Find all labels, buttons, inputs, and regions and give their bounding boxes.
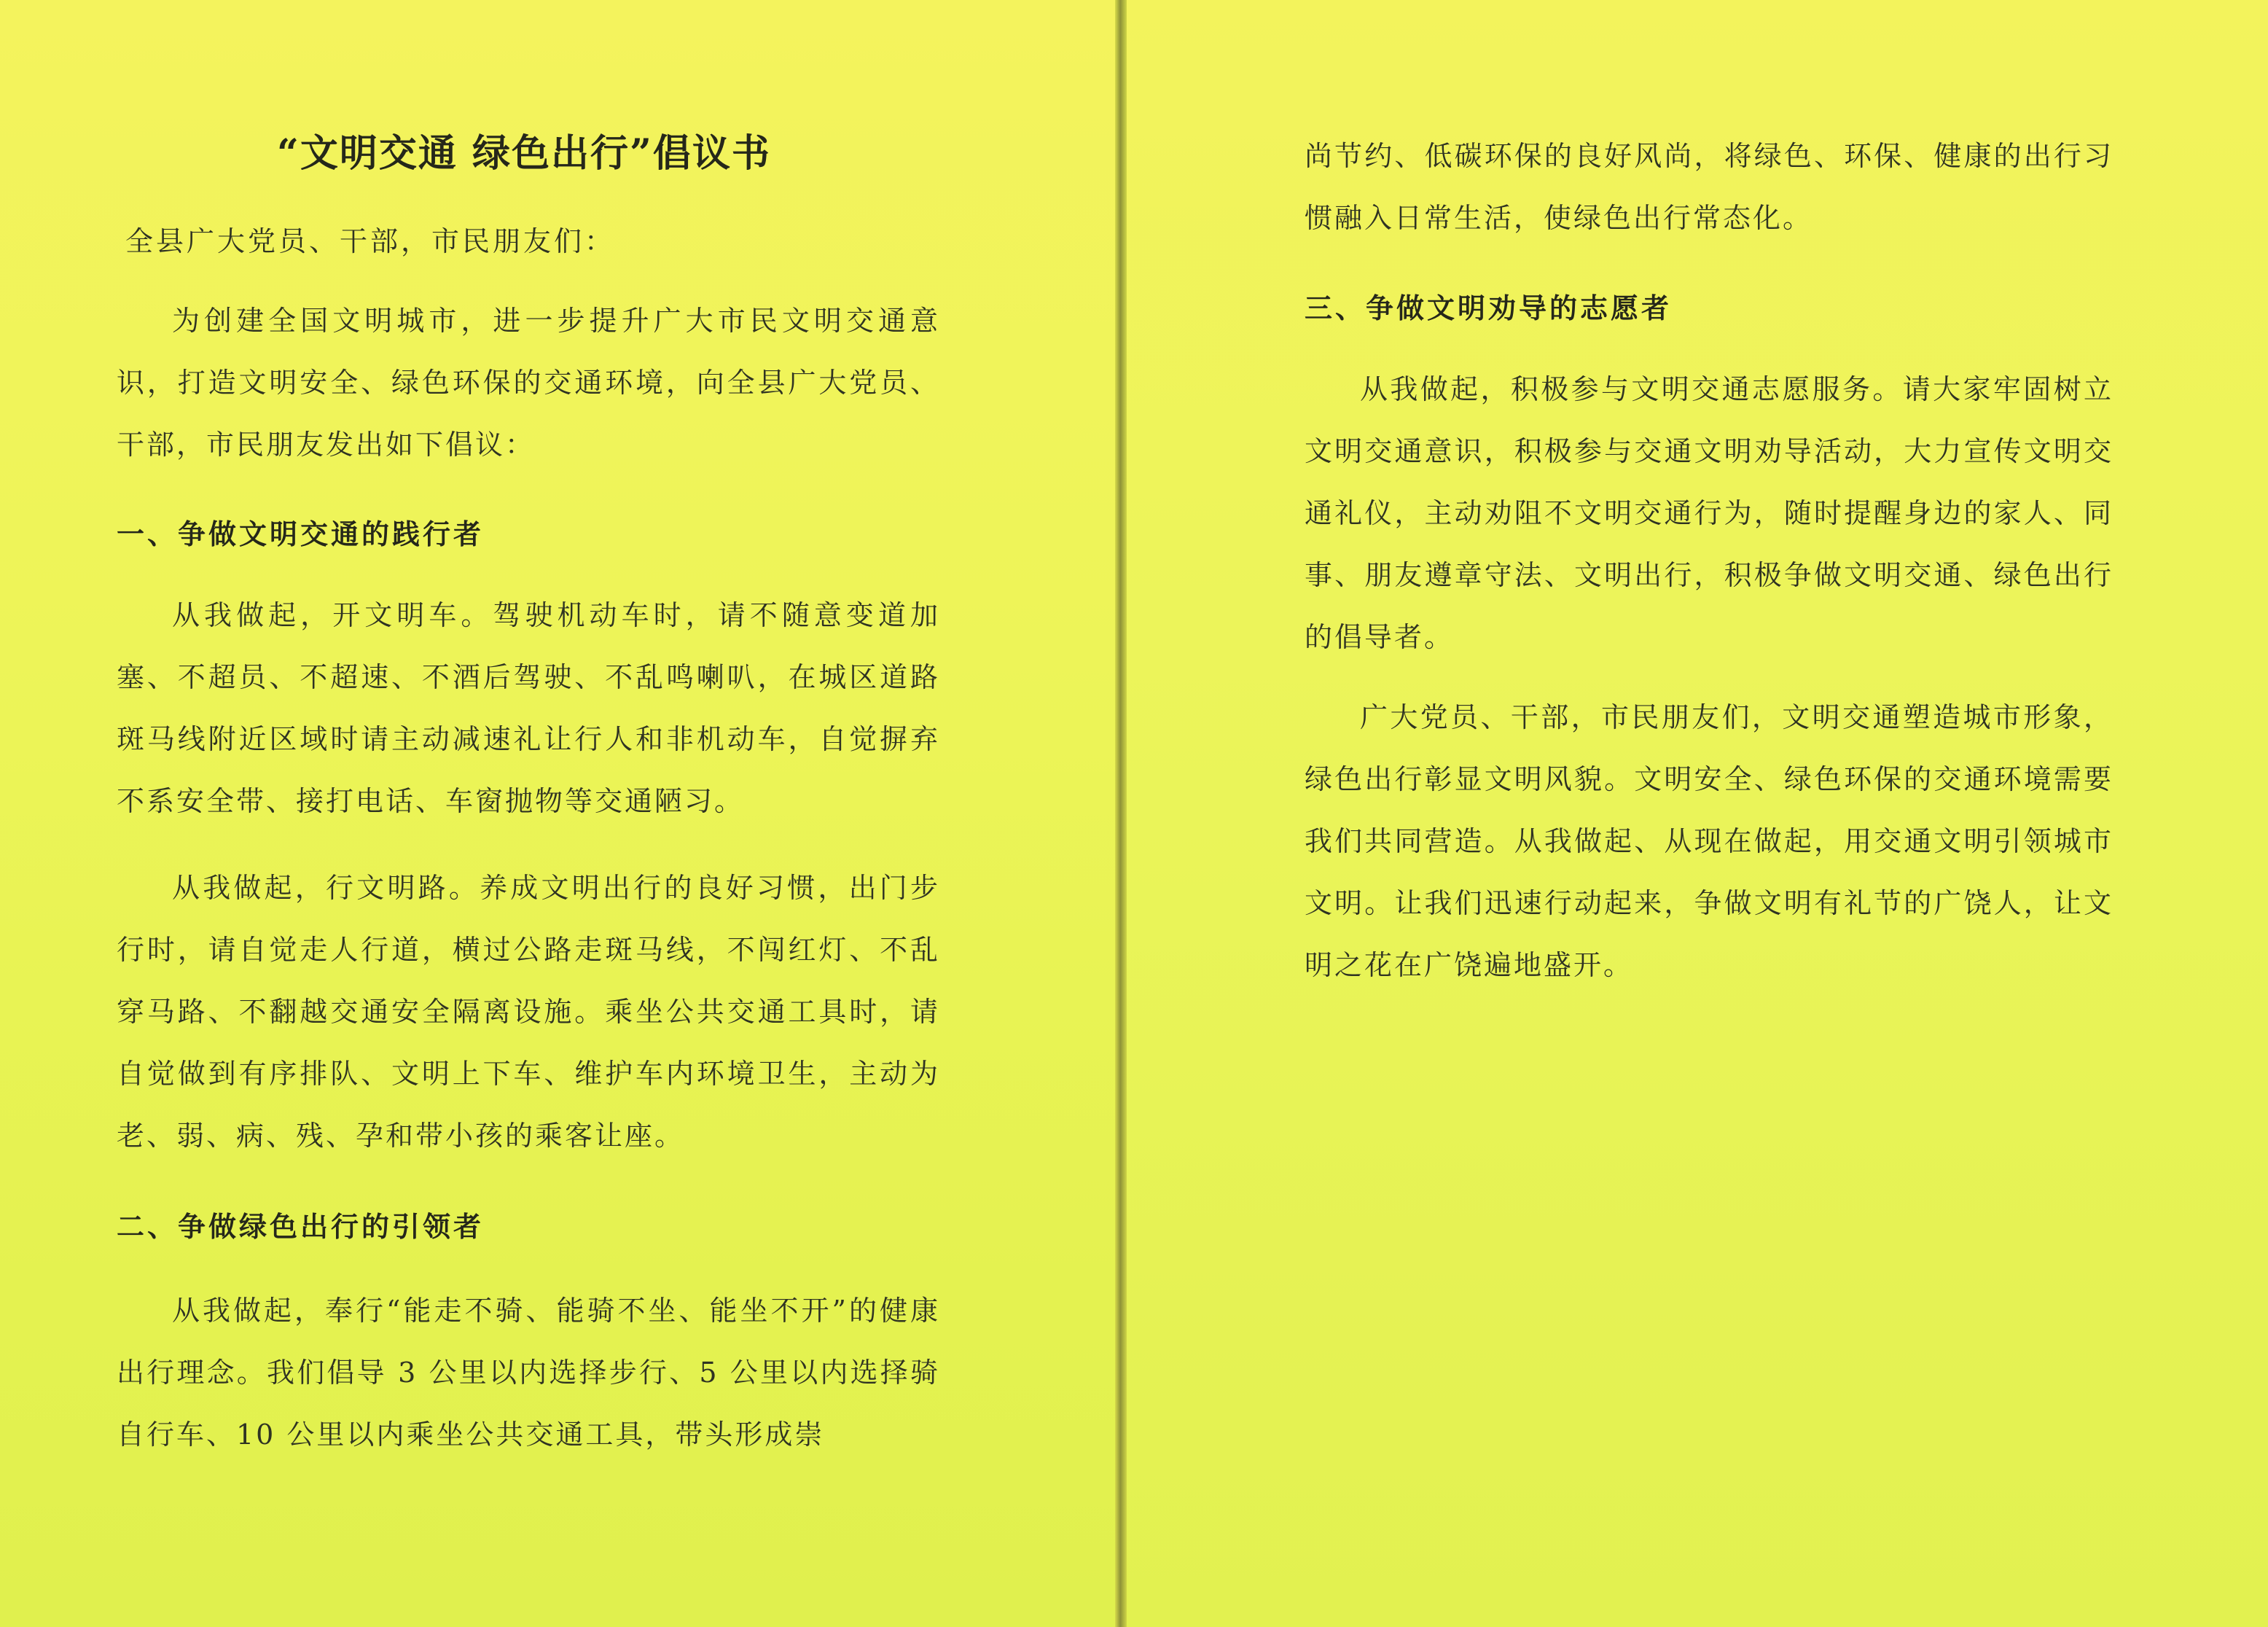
- section3-heading: 三、争做文明劝导的志愿者: [1305, 292, 1673, 324]
- section1-paragraph-1: 从我做起，开文明车。驾驶机动车时，请不随意变道加塞、不超员、不超速、不酒后驾驶、不乱鸣喇叭，在城区道路斑马线附近区域时请主动减速礼让行人和非机动车，自觉摒弃不系安全带、接打电话、车窗抛物等交通陋习。: [117, 599, 940, 817]
- closing-paragraph: 广大党员、干部，市民朋友们，文明交通塑造城市形象，绿色出行彰显文明风貌。文明安全、绿色环保的交通环境需要我们共同营造。从我做起、从现在做起，用交通文明引领城市文明。让我们迅速行动起来，争做文明有礼节的广饶人，让文明之花在广饶遍地盛开。: [1305, 701, 2113, 981]
- section2-heading: 二、争做绿色出行的引领者: [117, 1210, 485, 1243]
- section3-paragraph-1: 从我做起，积极参与文明交通志愿服务。请大家牢固树立文明交通意识，积极参与交通文明劝导活动，大力宣传文明交通礼仪，主动劝阻不文明交通行为，随时提醒身边的家人、同事、朋友遵章守法、文明出行，积极争做文明交通、绿色出行的倡导者。: [1305, 373, 2113, 653]
- section2-paragraph-1-part1: 从我做起，奉行“能走不骑、能骑不坐、能坐不开”的健康出行理念。我们倡导 3 公里以内选择步行、5 公里以内选择骑自行车、10 公里以内乘坐公共交通工具，带头形成崇: [117, 1295, 940, 1451]
- salutation: 全县广大党员、干部，市民朋友们：: [125, 225, 616, 257]
- section2-paragraph-1-part2: 尚节约、低碳环保的良好风尚，将绿色、环保、健康的出行习惯融入日常生活，使绿色出行常态化。: [1305, 140, 2113, 234]
- document-title: “文明交通 绿色出行”倡议书: [277, 131, 771, 176]
- page-fold: [1115, 0, 1127, 1627]
- section1-heading: 一、争做文明交通的践行者: [117, 518, 485, 550]
- section1-paragraph-2: 从我做起，行文明路。养成文明出行的良好习惯，出门步行时，请自觉走人行道，横过公路走斑马线，不闯红灯、不乱穿马路、不翻越交通安全隔离设施。乘坐公共交通工具时，请自觉做到有序排队、文明上下车、维护车内环境卫生，主动为老、弱、病、残、孕和带小孩的乘客让座。: [117, 872, 940, 1152]
- intro-paragraph: 为创建全国文明城市，进一步提升广大市民文明交通意识，打造文明安全、绿色环保的交通环境，向全县广大党员、干部，市民朋友发出如下倡议：: [117, 305, 940, 461]
